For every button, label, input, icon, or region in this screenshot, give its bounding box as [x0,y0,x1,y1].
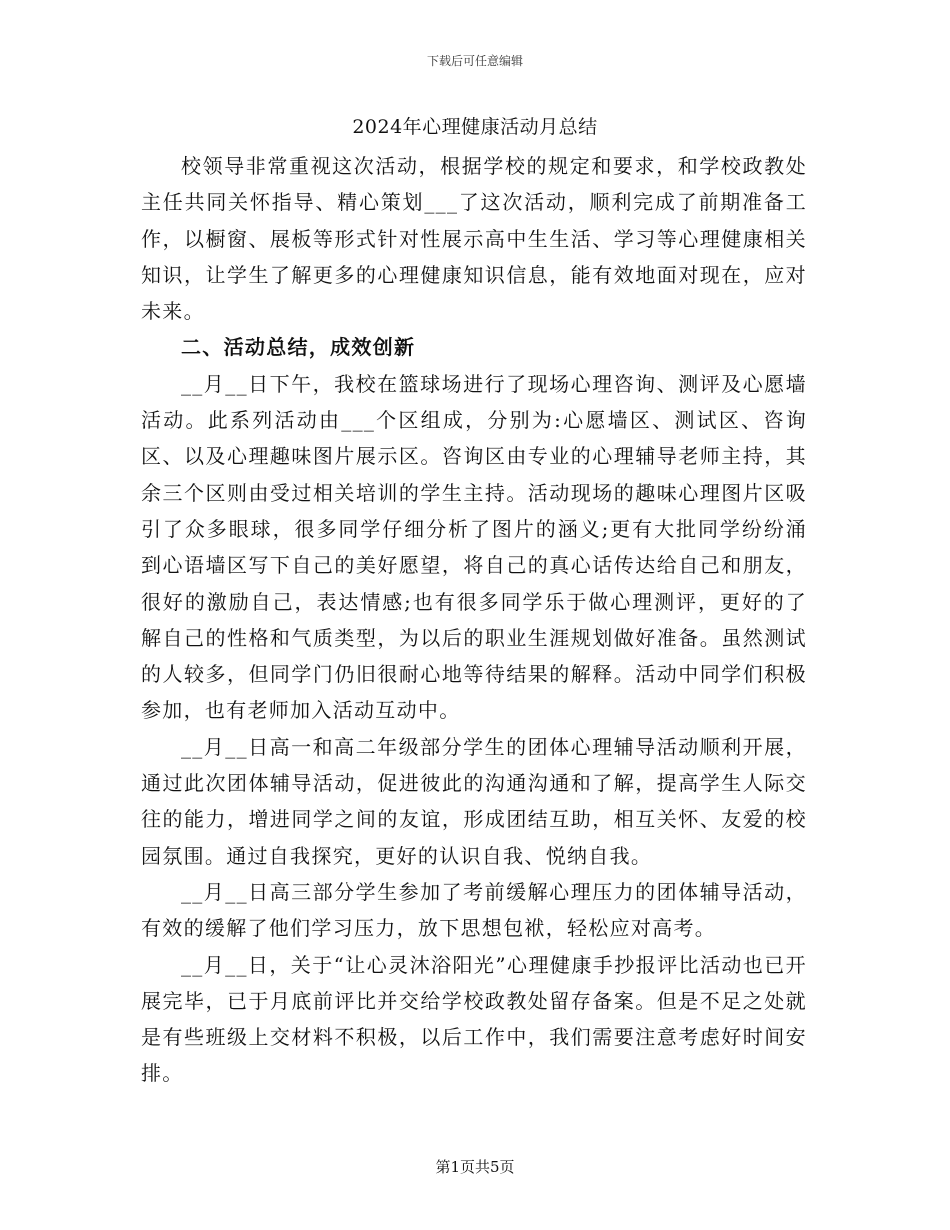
header-note: 下载后可任意编辑 [426,54,523,68]
paragraph-activity-1: __月__日下午，我校在篮球场进行了现场心理咨询、测评及心愿墙活动。此系列活动由___个区组成，分别为:心愿墙区、测试区、咨询区、以及心理趣味图片展示区。咨询区由专业的心理辅导老师主持，其余三个区则由受过相关培训的学生主持。活动现场的趣味心理图片区吸引了众多眼球，很多同学仔细分析了图片的涵义;更有大批同学纷纷涌到心语墙区写下自己的美好愿望，将自己的真心话传达给自己和朋友，很好的激励自己，表达情感;也有很多同学乐于做心理测评，更好的了解自己的性格和气质类型，为以后的职业生涯规划做好准备。虽然测试的人较多，但同学门仍旧很耐心地等待结果的解释。活动中同学们积极参加，也有老师加入活动互动中。 [141,371,807,723]
document-title: 2024年心理健康活动月总结 [352,116,598,138]
section-heading: 二、活动总结，成效创新 [181,335,416,360]
paragraph-activity-2: __月__日高一和高二年级部分学生的团体心理辅导活动顺利开展，通过此次团体辅导活动，促进彼此的沟通沟通和了解，提高学生人际交往的能力，增进同学之间的友谊，形成团结互助，相互关怀、友爱的校园氛围。通过自我探究，更好的认识自我、悦纳自我。 [141,734,807,868]
paragraph-activity-3: __月__日高三部分学生参加了考前缓解心理压力的团体辅导活动，有效的缓解了他们学习压力，放下思想包袱，轻松应对高考。 [141,879,807,941]
paragraph-intro: 校领导非常重视这次活动，根据学校的规定和要求，和学校政教处主任共同关怀指导、精心策划___了这次活动，顺利完成了前期准备工作，以橱窗、展板等形式针对性展示高中生生活、学习等心理健康相关知识，让学生了解更多的心理健康知识信息，能有效地面对现在，应对未来。 [141,154,807,324]
paragraph-activity-4: __月__日，关于“让心灵沐浴阳光”心理健康手抄报评比活动也已开展完毕，已于月底前评比并交给学校政教处留存备案。但是不足之处就是有些班级上交材料不积极，以后工作中，我们需要注意考虑好时间安排。 [141,952,807,1086]
document-body [141,148,807,1092]
page-indicator: 第1页共5页 [435,1158,515,1176]
